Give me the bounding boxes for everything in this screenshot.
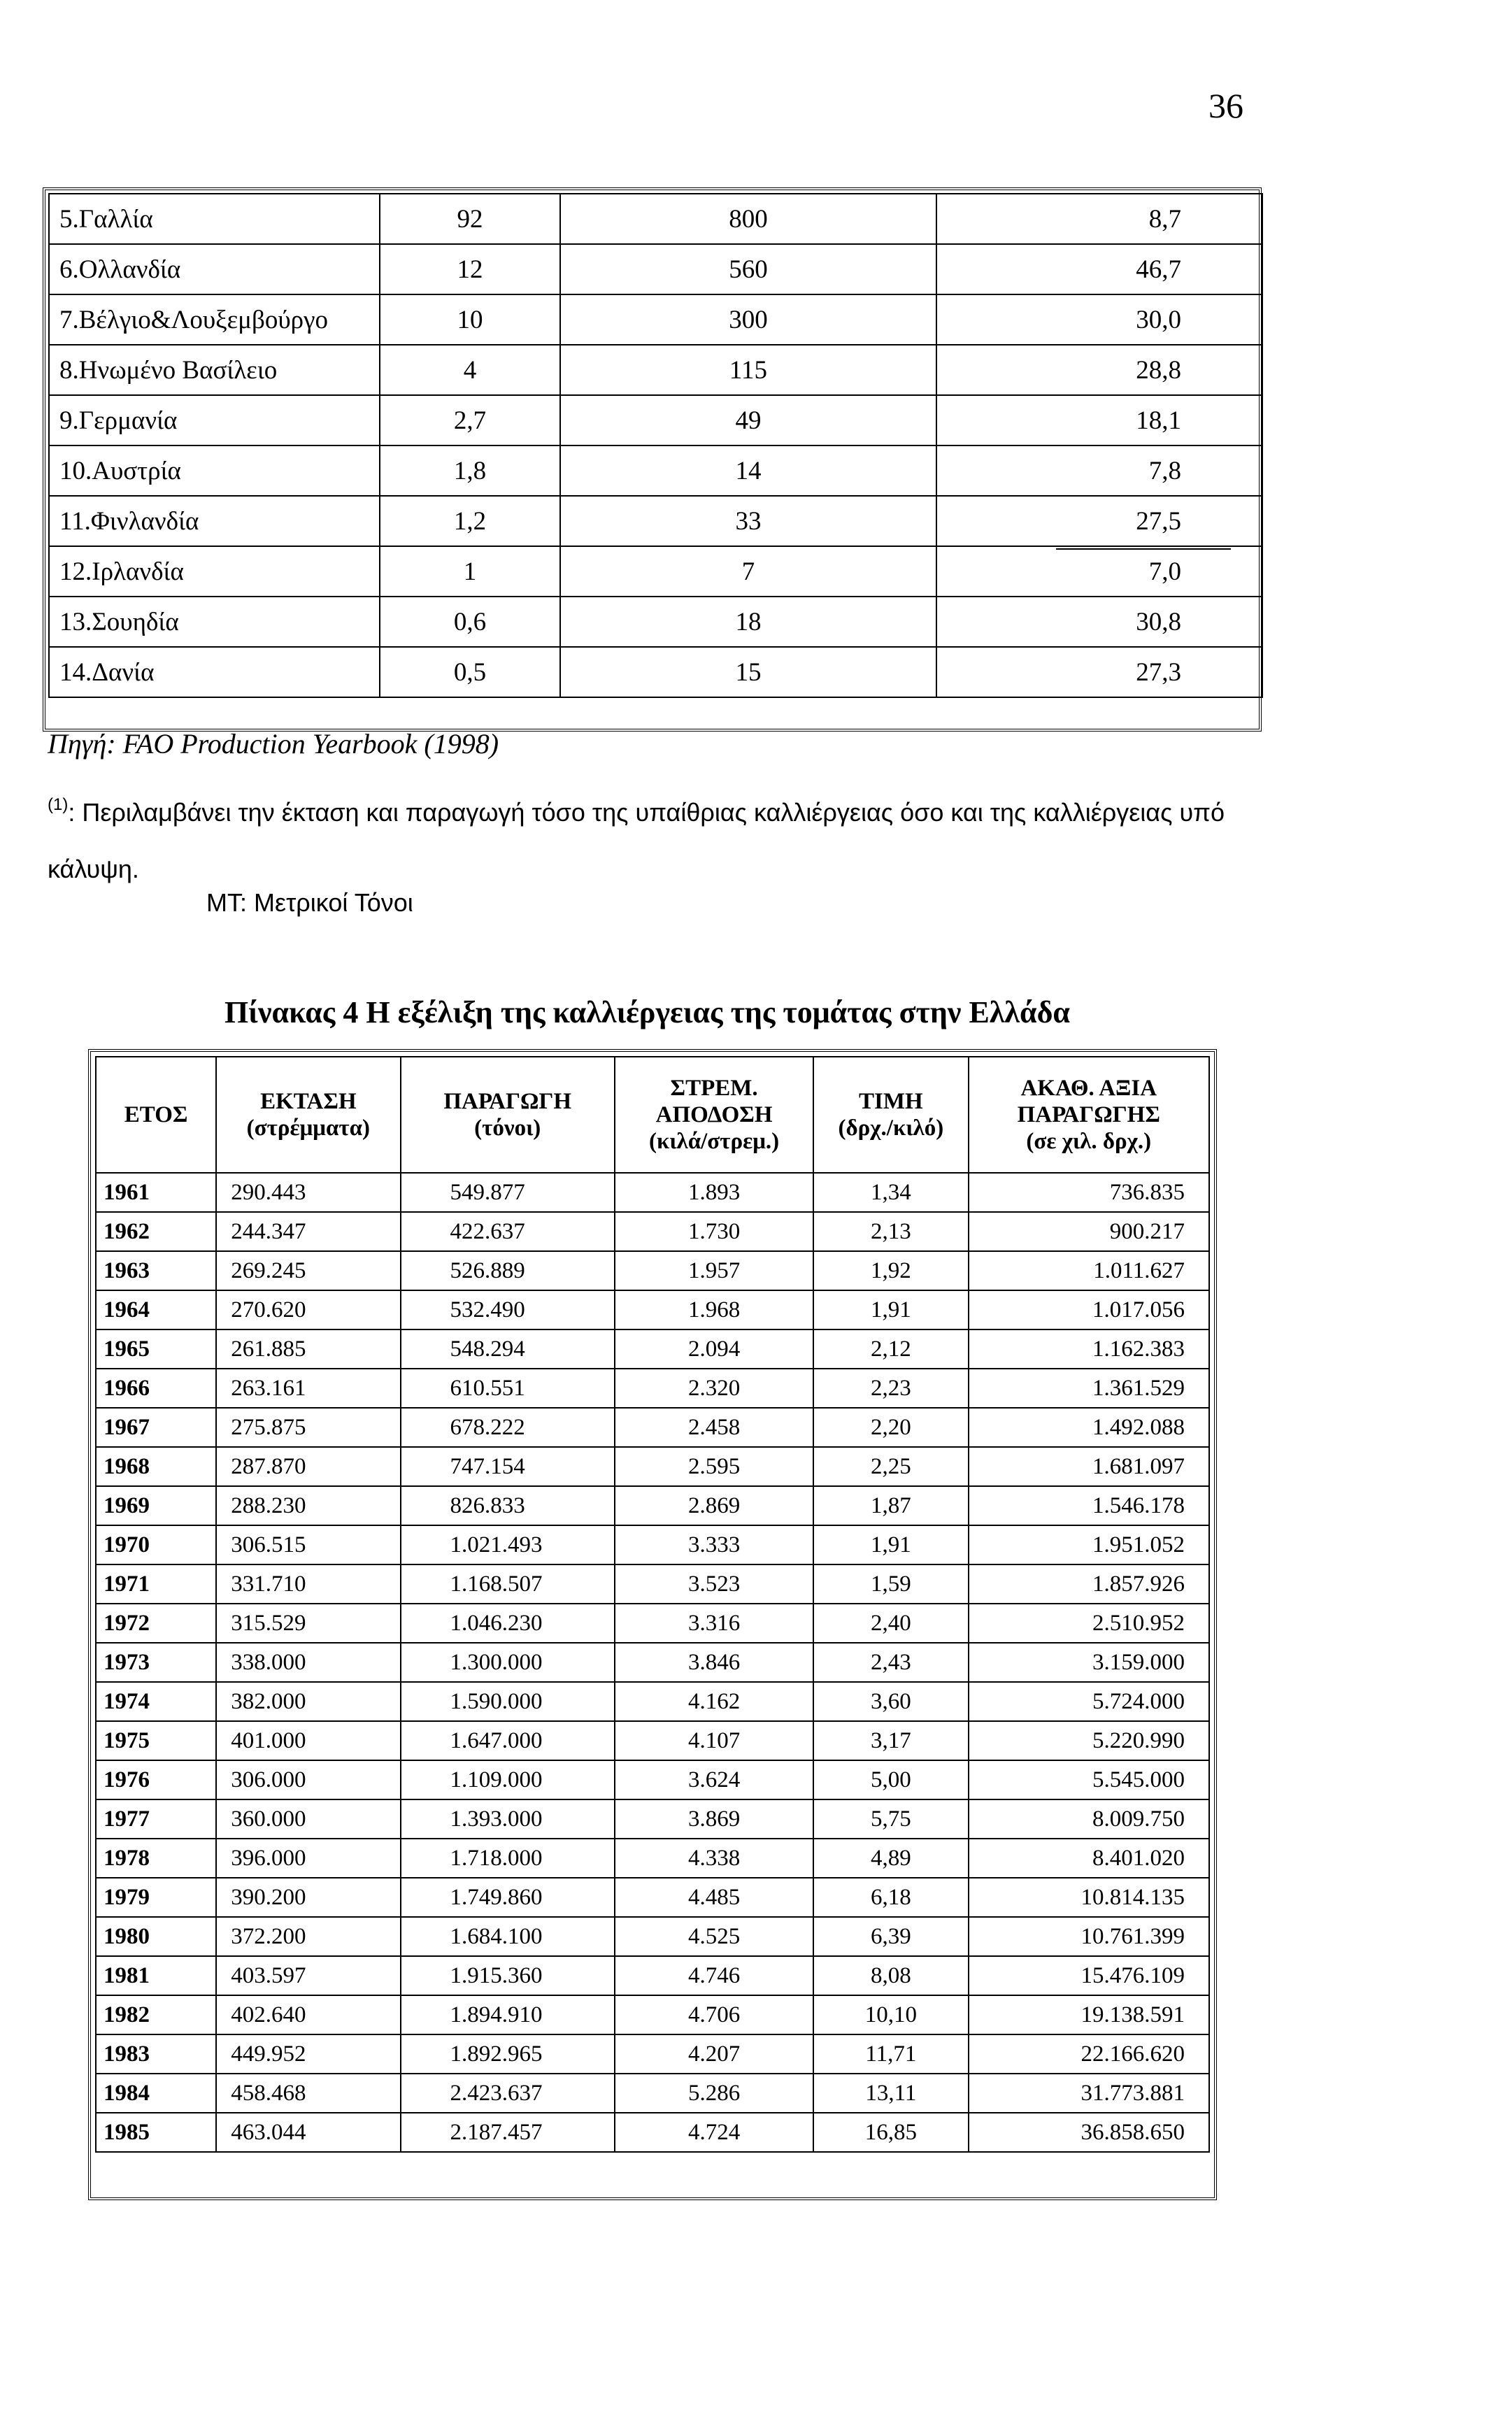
- year-cell: 1968: [96, 1447, 216, 1486]
- year-cell: 1972: [96, 1604, 216, 1643]
- year-cell: 1977: [96, 1799, 216, 1839]
- table-row: [49, 294, 1262, 345]
- value-cell: 10.761.399: [969, 1917, 1209, 1956]
- year-cell: 1983: [96, 2034, 216, 2074]
- production-cell: 678.222: [401, 1408, 615, 1447]
- tomato-table-body: [96, 1173, 1209, 2152]
- value-cell: 36.858.650: [969, 2113, 1209, 2152]
- year-cell: 1974: [96, 1682, 216, 1721]
- table-row: [96, 1564, 1209, 1604]
- table-row: [49, 496, 1262, 546]
- units-note: ΜΤ: Μετρικοί Τόνοι: [206, 888, 413, 917]
- yield-cell: 2.320: [615, 1369, 813, 1408]
- table-row: [49, 345, 1262, 395]
- yield-cell: 1.968: [615, 1290, 813, 1329]
- country-cell: 9.Γερμανία: [49, 395, 380, 445]
- yield-cell: 4.485: [615, 1878, 813, 1917]
- value-cell: 1.857.926: [969, 1564, 1209, 1604]
- country-cell: 11.Φινλανδία: [49, 496, 380, 546]
- tomato-table: [95, 1056, 1210, 2153]
- area-cell: 288.230: [216, 1486, 400, 1525]
- table-row: [96, 1604, 1209, 1643]
- year-cell: 1969: [96, 1486, 216, 1525]
- table-row: [96, 2113, 1209, 2152]
- price-cell: 2,12: [813, 1329, 968, 1369]
- production-cell: 560: [560, 244, 936, 294]
- year-cell: 1982: [96, 1995, 216, 2034]
- country-cell: 14.Δανία: [49, 647, 380, 697]
- yield-cell: 4.162: [615, 1682, 813, 1721]
- price-cell: 1,91: [813, 1290, 968, 1329]
- price-cell: 1,59: [813, 1564, 968, 1604]
- year-cell: 1970: [96, 1525, 216, 1564]
- price-cell: 4,89: [813, 1839, 968, 1878]
- yield-cell: 5.286: [615, 2074, 813, 2113]
- area-cell: 290.443: [216, 1173, 400, 1212]
- production-cell: 14: [560, 445, 936, 496]
- year-cell: 1979: [96, 1878, 216, 1917]
- value-cell: 5.220.990: [969, 1721, 1209, 1760]
- yield-cell: 1.957: [615, 1251, 813, 1290]
- yield-cell: 3.333: [615, 1525, 813, 1564]
- area-cell: 287.870: [216, 1447, 400, 1486]
- price-cell: 2,40: [813, 1604, 968, 1643]
- production-cell: 1.168.507: [401, 1564, 615, 1604]
- production-cell: 7: [560, 546, 936, 597]
- production-cell: 1.393.000: [401, 1799, 615, 1839]
- value-cell: 10.814.135: [969, 1878, 1209, 1917]
- production-cell: 1.894.910: [401, 1995, 615, 2034]
- production-cell: 747.154: [401, 1447, 615, 1486]
- yield-cell: 4.207: [615, 2034, 813, 2074]
- value-cell: 1.017.056: [969, 1290, 1209, 1329]
- area-cell: 315.529: [216, 1604, 400, 1643]
- yield-cell: 1.893: [615, 1173, 813, 1212]
- production-cell: 1.590.000: [401, 1682, 615, 1721]
- yield-cell: 3.846: [615, 1643, 813, 1682]
- price-cell: 5,75: [813, 1799, 968, 1839]
- value-cell: 1.492.088: [969, 1408, 1209, 1447]
- area-cell: 403.597: [216, 1956, 400, 1995]
- yield-cell: 2.869: [615, 1486, 813, 1525]
- value-cell: 15.476.109: [969, 1956, 1209, 1995]
- area-cell: 1,8: [380, 445, 560, 496]
- yield-cell: 3.869: [615, 1799, 813, 1839]
- year-cell: 1967: [96, 1408, 216, 1447]
- country-cell: 7.Βέλγιο&Λουξεμβούργο: [49, 294, 380, 345]
- price-cell: 1,92: [813, 1251, 968, 1290]
- area-cell: 360.000: [216, 1799, 400, 1839]
- production-cell: 2.423.637: [401, 2074, 615, 2113]
- country-cell: 10.Αυστρία: [49, 445, 380, 496]
- area-cell: 270.620: [216, 1290, 400, 1329]
- price-cell: 5,00: [813, 1760, 968, 1799]
- table-row: [96, 1917, 1209, 1956]
- production-cell: 610.551: [401, 1369, 615, 1408]
- area-cell: 402.640: [216, 1995, 400, 2034]
- price-cell: 2,23: [813, 1369, 968, 1408]
- area-cell: 306.515: [216, 1525, 400, 1564]
- area-cell: 396.000: [216, 1839, 400, 1878]
- table-row: [96, 1329, 1209, 1369]
- country-cell: 12.Ιρλανδία: [49, 546, 380, 597]
- footnote-text: : Περιλαμβάνει την έκταση και παραγωγή τόσο της υπαίθριας καλλιέργειας όσο και της καλλιέργειας υπό κάλυψη.: [48, 798, 1225, 883]
- value-cell: 1.162.383: [969, 1329, 1209, 1369]
- area-cell: 275.875: [216, 1408, 400, 1447]
- year-cell: 1980: [96, 1917, 216, 1956]
- table-row: [96, 1839, 1209, 1878]
- table-row: [96, 1173, 1209, 1212]
- area-cell: 372.200: [216, 1917, 400, 1956]
- production-cell: 532.490: [401, 1290, 615, 1329]
- yield-cell: 18,1: [936, 395, 1262, 445]
- table-row: [96, 2074, 1209, 2113]
- year-cell: 1964: [96, 1290, 216, 1329]
- production-cell: 549.877: [401, 1173, 615, 1212]
- price-cell: 1,91: [813, 1525, 968, 1564]
- production-cell: 1.046.230: [401, 1604, 615, 1643]
- area-cell: 382.000: [216, 1682, 400, 1721]
- year-cell: 1966: [96, 1369, 216, 1408]
- yield-cell: 8,7: [936, 194, 1262, 244]
- value-cell: 5.545.000: [969, 1760, 1209, 1799]
- header-year: ΕΤΟΣ: [96, 1057, 216, 1173]
- yield-cell: 4.724: [615, 2113, 813, 2152]
- table-row: [96, 1956, 1209, 1995]
- production-cell: 18: [560, 597, 936, 647]
- price-cell: 13,11: [813, 2074, 968, 2113]
- table-row: [96, 2034, 1209, 2074]
- price-cell: 1,87: [813, 1486, 968, 1525]
- table-row: [96, 1525, 1209, 1564]
- table-row: [49, 647, 1262, 697]
- country-cell: 13.Σουηδία: [49, 597, 380, 647]
- area-cell: 390.200: [216, 1878, 400, 1917]
- area-cell: 463.044: [216, 2113, 400, 2152]
- production-cell: 300: [560, 294, 936, 345]
- price-cell: 16,85: [813, 2113, 968, 2152]
- area-cell: 0,6: [380, 597, 560, 647]
- value-cell: 5.724.000: [969, 1682, 1209, 1721]
- area-cell: 1,2: [380, 496, 560, 546]
- production-cell: 1.684.100: [401, 1917, 615, 1956]
- source-note: Πηγή: FAO Production Yearbook (1998): [48, 728, 499, 760]
- yield-cell: 27,3: [936, 647, 1262, 697]
- table-row: [96, 1212, 1209, 1251]
- table-row: [49, 244, 1262, 294]
- value-cell: 736.835: [969, 1173, 1209, 1212]
- area-cell: 0,5: [380, 647, 560, 697]
- table-row: [96, 1408, 1209, 1447]
- area-cell: 331.710: [216, 1564, 400, 1604]
- price-cell: 6,18: [813, 1878, 968, 1917]
- yield-cell: 3.624: [615, 1760, 813, 1799]
- table4-caption: Πίνακας 4 Η εξέλιξη της καλλιέργειας της τομάτας στην Ελλάδα: [224, 995, 1070, 1029]
- price-cell: 1,34: [813, 1173, 968, 1212]
- area-cell: 306.000: [216, 1760, 400, 1799]
- year-cell: 1963: [96, 1251, 216, 1290]
- table-row: [49, 546, 1262, 597]
- header-yield: ΣΤΡΕΜ. ΑΠΟΔΟΣΗ (κιλά/στρεμ.): [615, 1057, 813, 1173]
- area-cell: 458.468: [216, 2074, 400, 2113]
- table-row: [96, 1369, 1209, 1408]
- production-cell: 2.187.457: [401, 2113, 615, 2152]
- footnote: [48, 776, 1278, 897]
- yield-cell: 3.523: [615, 1564, 813, 1604]
- production-cell: 49: [560, 395, 936, 445]
- yield-cell: 2.595: [615, 1447, 813, 1486]
- production-cell: 1.109.000: [401, 1760, 615, 1799]
- yield-cell: 2.094: [615, 1329, 813, 1369]
- table-row: [96, 1251, 1209, 1290]
- year-cell: 1971: [96, 1564, 216, 1604]
- country-cell: 5.Γαλλία: [49, 194, 380, 244]
- yield-cell: 2.458: [615, 1408, 813, 1447]
- table-row: [96, 1799, 1209, 1839]
- yield-cell: 3.316: [615, 1604, 813, 1643]
- table-row: [96, 1721, 1209, 1760]
- table-row: [49, 597, 1262, 647]
- table-row: [96, 1878, 1209, 1917]
- production-cell: 1.647.000: [401, 1721, 615, 1760]
- area-cell: 12: [380, 244, 560, 294]
- yield-cell: 4.746: [615, 1956, 813, 1995]
- table-divider-line: [1056, 548, 1231, 550]
- area-cell: 244.347: [216, 1212, 400, 1251]
- year-cell: 1965: [96, 1329, 216, 1369]
- yield-cell: 4.338: [615, 1839, 813, 1878]
- area-cell: 261.885: [216, 1329, 400, 1369]
- year-cell: 1975: [96, 1721, 216, 1760]
- value-cell: 1.951.052: [969, 1525, 1209, 1564]
- production-cell: 548.294: [401, 1329, 615, 1369]
- yield-cell: 4.107: [615, 1721, 813, 1760]
- production-cell: 1.749.860: [401, 1878, 615, 1917]
- yield-cell: 7,8: [936, 445, 1262, 496]
- country-cell: 8.Ηνωμένο Βασίλειο: [49, 345, 380, 395]
- area-cell: 449.952: [216, 2034, 400, 2074]
- area-cell: 4: [380, 345, 560, 395]
- yield-cell: 30,0: [936, 294, 1262, 345]
- price-cell: 3,60: [813, 1682, 968, 1721]
- year-cell: 1985: [96, 2113, 216, 2152]
- price-cell: 2,43: [813, 1643, 968, 1682]
- yield-cell: 30,8: [936, 597, 1262, 647]
- table-row: [96, 1682, 1209, 1721]
- value-cell: 900.217: [969, 1212, 1209, 1251]
- price-cell: 2,25: [813, 1447, 968, 1486]
- price-cell: 11,71: [813, 2034, 968, 2074]
- area-cell: 401.000: [216, 1721, 400, 1760]
- price-cell: 3,17: [813, 1721, 968, 1760]
- production-cell: 1.718.000: [401, 1839, 615, 1878]
- year-cell: 1984: [96, 2074, 216, 2113]
- table-row: [96, 1760, 1209, 1799]
- area-cell: 263.161: [216, 1369, 400, 1408]
- value-cell: 1.546.178: [969, 1486, 1209, 1525]
- production-cell: 422.637: [401, 1212, 615, 1251]
- yield-cell: 7,0: [936, 546, 1262, 597]
- footnote-marker: (1): [48, 795, 69, 814]
- value-cell: 31.773.881: [969, 2074, 1209, 2113]
- yield-cell: 4.525: [615, 1917, 813, 1956]
- area-cell: 1: [380, 546, 560, 597]
- header-value: ΑΚΑΘ. ΑΞΙΑ ΠΑΡΑΓΩΓΗΣ (σε χιλ. δρχ.): [969, 1057, 1209, 1173]
- table-row: [96, 1486, 1209, 1525]
- yield-cell: 4.706: [615, 1995, 813, 2034]
- area-cell: 92: [380, 194, 560, 244]
- value-cell: 2.510.952: [969, 1604, 1209, 1643]
- area-cell: 338.000: [216, 1643, 400, 1682]
- value-cell: 1.361.529: [969, 1369, 1209, 1408]
- price-cell: 10,10: [813, 1995, 968, 2034]
- production-cell: 33: [560, 496, 936, 546]
- price-cell: 2,20: [813, 1408, 968, 1447]
- table-row: [49, 395, 1262, 445]
- price-cell: 6,39: [813, 1917, 968, 1956]
- area-cell: 269.245: [216, 1251, 400, 1290]
- value-cell: 1.681.097: [969, 1447, 1209, 1486]
- production-cell: 1.021.493: [401, 1525, 615, 1564]
- value-cell: 8.009.750: [969, 1799, 1209, 1839]
- table-row: [96, 1995, 1209, 2034]
- production-cell: 15: [560, 647, 936, 697]
- value-cell: 3.159.000: [969, 1643, 1209, 1682]
- year-cell: 1978: [96, 1839, 216, 1878]
- header-price: ΤΙΜΗ (δρχ./κιλό): [813, 1057, 968, 1173]
- value-cell: 8.401.020: [969, 1839, 1209, 1878]
- production-cell: 1.915.360: [401, 1956, 615, 1995]
- year-cell: 1961: [96, 1173, 216, 1212]
- header-production: ΠΑΡΑΓΩΓΗ (τόνοι): [401, 1057, 615, 1173]
- country-table-frame: [43, 187, 1262, 732]
- country-table: [48, 193, 1263, 698]
- value-cell: 19.138.591: [969, 1995, 1209, 2034]
- table-row: [96, 1643, 1209, 1682]
- page-number: 36: [1208, 86, 1243, 125]
- value-cell: 22.166.620: [969, 2034, 1209, 2074]
- table-header-row: [96, 1057, 1209, 1173]
- year-cell: 1962: [96, 1212, 216, 1251]
- production-cell: 800: [560, 194, 936, 244]
- table-row: [49, 194, 1262, 244]
- year-cell: 1981: [96, 1956, 216, 1995]
- production-cell: 1.892.965: [401, 2034, 615, 2074]
- table-row: [49, 445, 1262, 496]
- value-cell: 1.011.627: [969, 1251, 1209, 1290]
- yield-cell: 1.730: [615, 1212, 813, 1251]
- yield-cell: 27,5: [936, 496, 1262, 546]
- price-cell: 8,08: [813, 1956, 968, 1995]
- area-cell: 2,7: [380, 395, 560, 445]
- year-cell: 1976: [96, 1760, 216, 1799]
- production-cell: 526.889: [401, 1251, 615, 1290]
- production-cell: 115: [560, 345, 936, 395]
- production-cell: 1.300.000: [401, 1643, 615, 1682]
- tomato-table-frame: [88, 1049, 1217, 2200]
- area-cell: 10: [380, 294, 560, 345]
- country-table-body: [49, 194, 1262, 697]
- yield-cell: 46,7: [936, 244, 1262, 294]
- table-row: [96, 1447, 1209, 1486]
- header-area: ΕΚΤΑΣΗ (στρέμματα): [216, 1057, 400, 1173]
- production-cell: 826.833: [401, 1486, 615, 1525]
- year-cell: 1973: [96, 1643, 216, 1682]
- table-row: [96, 1290, 1209, 1329]
- yield-cell: 28,8: [936, 345, 1262, 395]
- country-cell: 6.Ολλανδία: [49, 244, 380, 294]
- price-cell: 2,13: [813, 1212, 968, 1251]
